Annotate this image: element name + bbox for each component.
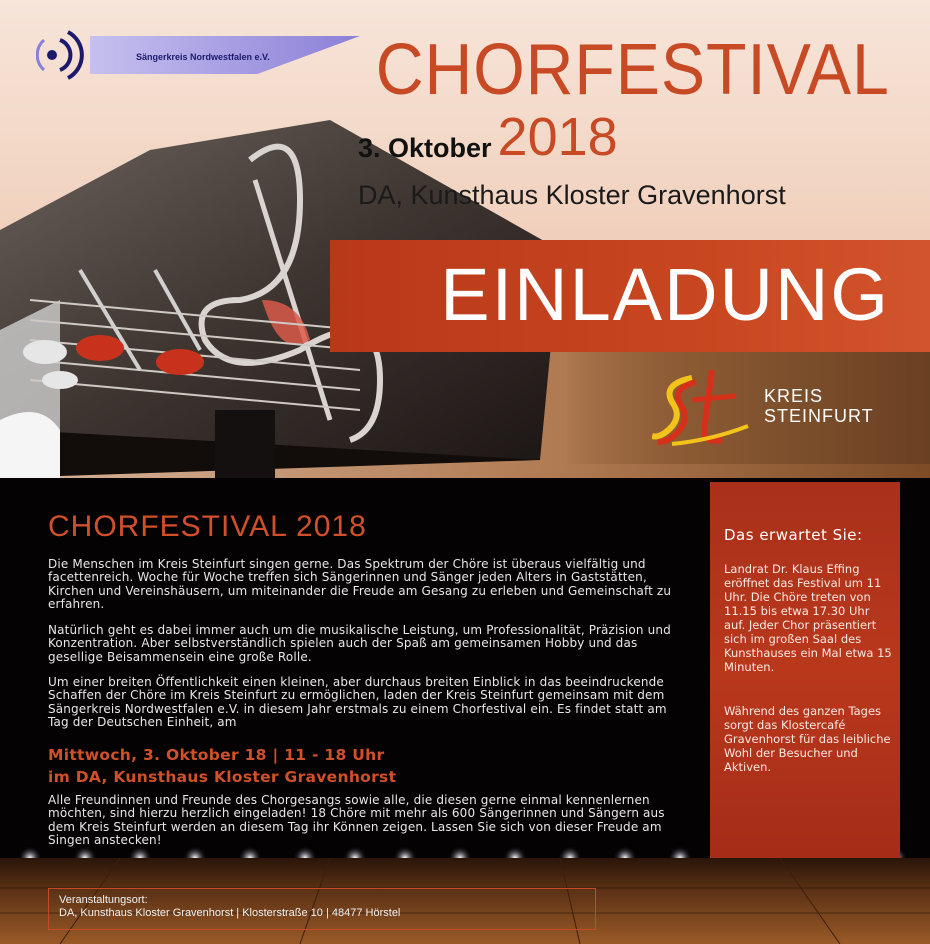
- sidebar-catering: Während des ganzen Tages sorgt das Klostercafé Gravenhorst für das leibliche Wohl der Besucher und Aktiven.: [724, 704, 891, 774]
- event-date: [358, 107, 618, 176]
- kreis-steinfurt-logo: [560, 352, 930, 464]
- partner-name: [764, 386, 874, 426]
- info-sidebar: [710, 482, 900, 858]
- date-year: 2018: [497, 107, 618, 167]
- venue-address: DA, Kunsthaus Kloster Gravenhorst | Klosterstraße 10 | 48477 Hörstel: [59, 907, 401, 919]
- closing-paragraph: Alle Freundinnen und Freunde des Chorgesangs sowie alle, die diesen gerne einmal kennenlernen möchten, sind hierzu herzlich eingeladen! 18 Chöre mit mehr als 600 Sängerinnen und Sängern aus dem Kreis Steinfurt werden an diesem Tag ihr Können zeigen. Lassen Sie sich von dieser Freude am Singen anstecken!: [48, 793, 665, 848]
- intro-paragraph: Die Menschen im Kreis Steinfurt singen gerne. Das Spektrum der Chöre ist überaus vielfältig und facettenreich. Woche für Woche treffen sich Sängerinnen und Sänger jeden Alters in Gaststätten, Kirchen und Vereinshäusern, um miteinander die Freude am Gesang zu erleben und Gemeinschaft zu erfahren.: [48, 557, 672, 612]
- invitation-text: EINLADUNG: [440, 253, 890, 336]
- section-heading: CHORFESTIVAL 2018: [48, 510, 367, 543]
- st-logo-icon: [652, 366, 752, 450]
- page-title: CHORFESTIVAL: [375, 30, 890, 110]
- venue-info-box: [48, 888, 596, 930]
- partner-line-1: KREIS: [764, 386, 824, 406]
- venue-label: Veranstaltungsort:: [59, 894, 148, 906]
- sidebar-title: Das erwartet Sie:: [724, 526, 863, 544]
- highlight-date-time: Mittwoch, 3. Oktober 18 | 11 - 18 Uhr: [48, 746, 385, 764]
- highlight-venue: im DA, Kunsthaus Kloster Gravenhorst: [48, 768, 397, 786]
- invitation-paragraph: Um einer breiten Öffentlichkeit einen kleinen, aber durchaus breiten Einblick in das beeindruckende Schaffen der Chöre im Kreis Steinfurt zu ermöglichen, laden der Kreis Steinfurt gemeinsam mit dem Sängerkreis Nordwestfalen e.V. in diesem Jahr erstmals zu einem Chorfestival ein. Es findet statt am Tag der Deutschen Einheit, am: [48, 675, 667, 730]
- org-name: Sängerkreis Nordwestfalen e.V.: [136, 52, 270, 62]
- sound-waves-icon: [36, 28, 94, 82]
- event-highlight: [48, 744, 396, 788]
- sidebar-program: Landrat Dr. Klaus Effing eröffnet das Festival um 11 Uhr. Die Chöre treten von 11.15 bis etwa 17.30 Uhr auf. Jeder Chor präsentiert sich im großen Saal des Kunsthauses ein Mal etwa 15 Minuten.: [724, 562, 892, 674]
- saengerkreis-logo: [36, 28, 336, 84]
- event-venue: DA, Kunsthaus Kloster Gravenhorst: [358, 180, 786, 210]
- invitation-banner: [330, 240, 930, 352]
- content-section: [0, 478, 930, 944]
- quality-paragraph: Natürlich geht es dabei immer auch um die musikalische Leistung, um Professionalität, Präzision und Konzentration. Aber selbstverständlich spielen auch der Spaß am gemeinsamen Hobby und das gesellige Beisammensein eine große Rolle.: [48, 623, 671, 664]
- date-day: 3. Oktober: [358, 133, 492, 163]
- partner-line-2: STEINFURT: [764, 406, 874, 426]
